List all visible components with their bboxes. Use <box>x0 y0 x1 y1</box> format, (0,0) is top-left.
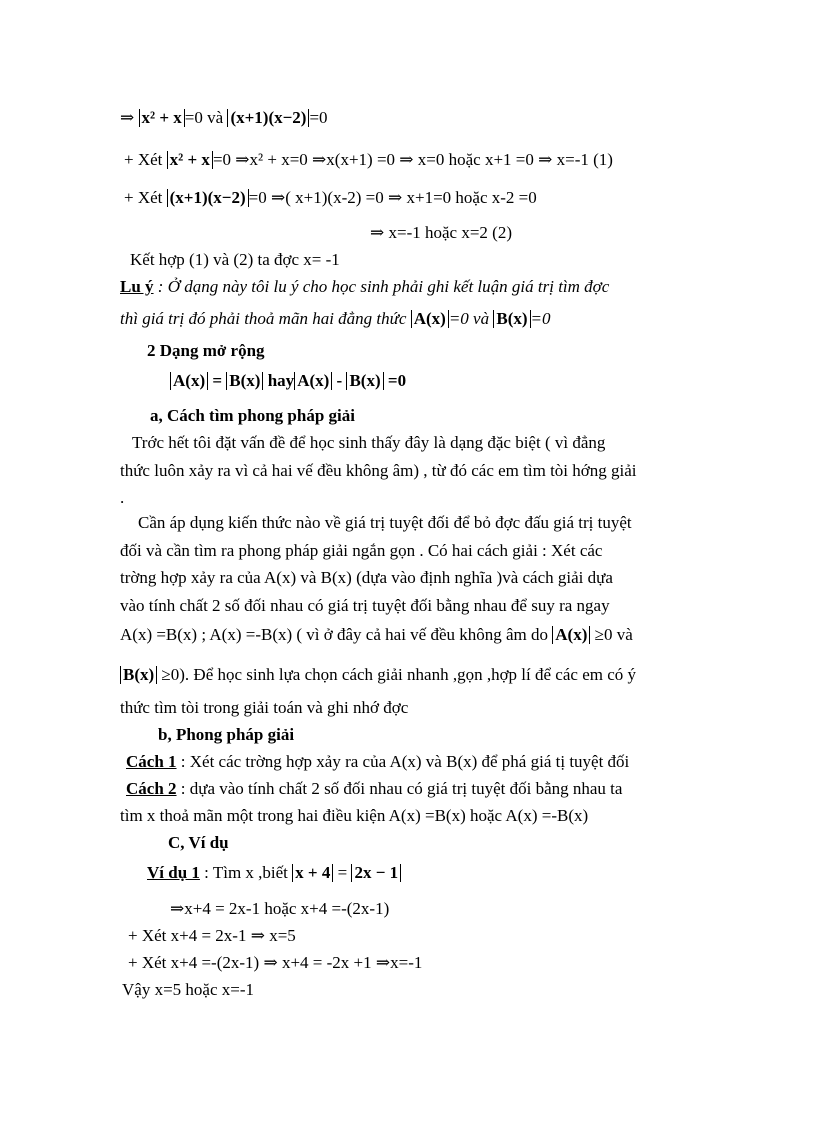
abs-expression: (x+1)(x−2) <box>167 189 249 207</box>
abs-expression: (x+1)(x−2) <box>227 109 309 127</box>
text: =0 <box>383 371 407 390</box>
abs-expression: x² + x <box>167 151 213 169</box>
text: ≥0 và <box>590 625 633 644</box>
note-line-2 <box>120 308 551 330</box>
abs-expression: B(x) <box>226 372 263 390</box>
text: =0 và <box>184 108 228 127</box>
text: =0 và <box>448 309 494 328</box>
subsection-heading: b, Phong pháp giải <box>158 725 295 744</box>
text: ≥0). Để học sinh lựa chọn cách giải nhanh ,gọn ,hợp lí để các em có ý <box>157 665 637 684</box>
paragraph-line: vào tính chất 2 số đối nhau có giá trị tuyệt đối bằng nhau để suy ra ngay <box>120 596 610 615</box>
method-line-2 <box>126 778 622 800</box>
text: - <box>332 371 347 390</box>
example-label: Ví dụ 1 <box>147 863 200 882</box>
abs-expression: x² + x <box>139 109 185 127</box>
text: = <box>208 371 227 390</box>
case-line-2 <box>124 187 537 209</box>
method-label: Cách 2 <box>126 779 177 798</box>
paragraph-line: trờng hợp xảy ra của A(x) và B(x) (dựa vào định nghĩa )và cách giải dựa <box>120 568 613 587</box>
subsection-heading: a, Cách tìm phong pháp giải <box>150 406 355 425</box>
abs-expression: B(x) <box>120 666 157 684</box>
method-line-1 <box>126 751 629 773</box>
solution-line-1 <box>120 107 328 129</box>
text: : dựa vào tính chất 2 số đối nhau có giá trị tuyệt đối bằng nhau ta <box>176 779 623 798</box>
conclusion: Kết hợp (1) và (2) ta đợc x= -1 <box>130 250 340 269</box>
method-label: Cách 1 <box>126 752 177 771</box>
example-step: + Xét x+4 =-(2x-1) ⇒ x+4 = -2x +1 ⇒x=-1 <box>128 953 423 972</box>
case-result: ⇒ x=-1 hoặc x=2 (2) <box>370 223 512 242</box>
example-answer: Vậy x=5 hoặc x=-1 <box>122 980 254 999</box>
text: : Ở dạng này tôi lu ý cho học sinh phải ghi kết luận giá trị tìm đợc <box>153 277 610 296</box>
abs-expression: B(x) <box>346 372 383 390</box>
text: = <box>333 863 352 882</box>
text: + Xét <box>124 188 167 207</box>
example-line <box>147 862 401 884</box>
text: + Xét <box>124 150 167 169</box>
paragraph-line: thức luôn xảy ra vì cả hai vế đều không âm) , từ đó các em tìm tòi hớng giải <box>120 461 637 480</box>
note-line-1 <box>120 276 609 298</box>
abs-expression: 2x − 1 <box>351 864 401 882</box>
paragraph-line: tìm x thoả mãn một trong hai điều kiện A(x) =B(x) hoặc A(x) =-B(x) <box>120 806 589 825</box>
paragraph-line <box>120 664 636 686</box>
note-label: Lu ý <box>120 277 154 296</box>
paragraph-line: . <box>120 488 125 507</box>
text: =0 ⇒x² + x=0 ⇒x(x+1) =0 ⇒ x=0 hoặc x+1 =0 ⇒ x=-1 (1) <box>212 150 613 169</box>
text: thì giá trị đó phải thoả mãn hai đẳng thức <box>120 309 411 328</box>
text: hay <box>263 371 295 390</box>
abs-expression: B(x) <box>493 310 530 328</box>
paragraph-line: Cần áp dụng kiến thức nào về giá trị tuyệt đối để bỏ đợc đấu giá trị tuyệt <box>138 513 632 532</box>
abs-expression: x + 4 <box>292 864 333 882</box>
paragraph-line: đối và cần tìm ra phong pháp giải ngắn gọn . Có hai cách giải : Xét các <box>120 541 603 560</box>
text: : Tìm x ,biết <box>199 863 293 882</box>
paragraph-line: thức tìm tòi trong giải toán và ghi nhớ đợc <box>120 698 409 717</box>
text: A(x) =B(x) ; A(x) =-B(x) ( vì ở đây cả hai vế đều không âm do <box>120 625 553 644</box>
implies-arrow: ⇒ <box>120 108 135 127</box>
abs-expression: A(x) <box>411 310 449 328</box>
text: =0 ⇒( x+1)(x-2) =0 ⇒ x+1=0 hoặc x-2 =0 <box>248 188 537 207</box>
case-line-1 <box>124 149 613 171</box>
paragraph-line <box>120 624 633 646</box>
abs-expression: A(x) <box>294 372 332 390</box>
paragraph-line: Trớc hết tôi đặt vấn đề để học sinh thấy đây là dạng đặc biệt ( vì đẳng <box>132 433 606 452</box>
example-step: + Xét x+4 = 2x-1 ⇒ x=5 <box>128 926 296 945</box>
abs-expression: A(x) <box>552 626 590 644</box>
text: =0 <box>309 108 328 127</box>
section-heading: 2 Dạng mở rộng <box>147 341 265 360</box>
text: =0 <box>530 309 551 328</box>
text: : Xét các trờng hợp xảy ra của A(x) và B(x) để phá giá tị tuyệt đối <box>176 752 630 771</box>
formula-line <box>170 370 406 392</box>
subsection-heading: C, Ví dụ <box>168 833 229 852</box>
example-step: ⇒x+4 = 2x-1 hoặc x+4 =-(2x-1) <box>170 899 390 918</box>
abs-expression: A(x) <box>170 372 208 390</box>
